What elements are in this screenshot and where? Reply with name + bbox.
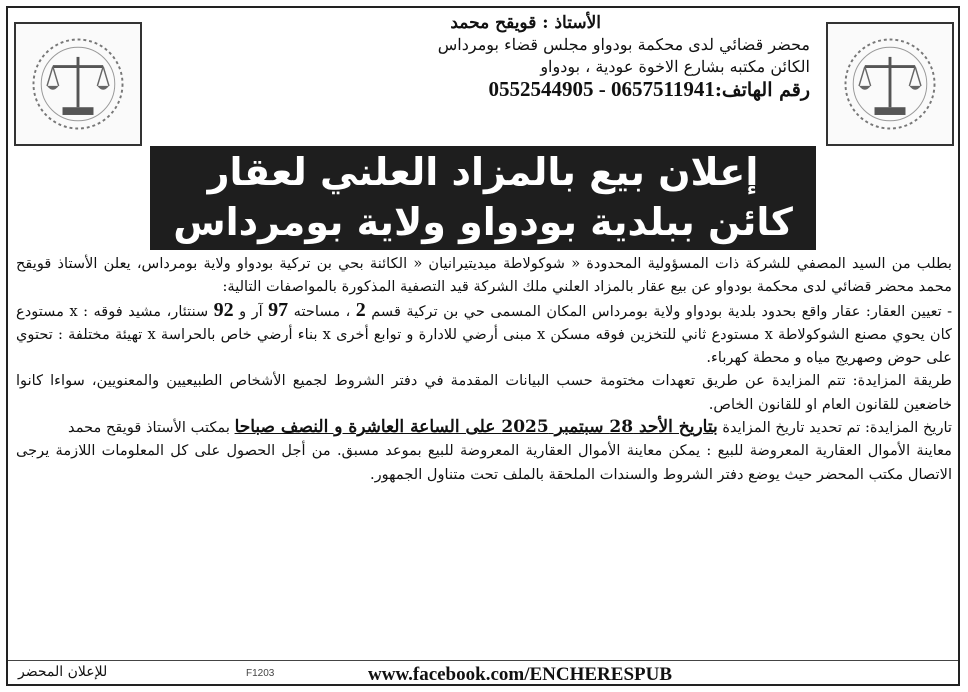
banner-line-1: إعلان بيع بالمزاد العلني لعقار [207, 150, 759, 194]
announcement-body [16, 252, 952, 486]
property-paragraph [16, 299, 952, 370]
auction-date-paragraph [16, 416, 952, 439]
property-text-b: ، مساحته [293, 302, 351, 320]
auction-date: بتاريخ الأحد 28 سبتمبر 2025 على الساعة العاشرة و النصف صباحا [234, 417, 718, 438]
inspection-paragraph: معاينة الأموال العقارية المعروضة للبيع : يمكن معاينة الأموال العقارية المعروضة للبيع بموعد مسبق. من أجل الحصول على كل المعلومات اللازمة يرجى الاتصال مكتب المحضر حيث يوضع دفتر الشروط والسندات الملحقة بالملف تحت متناول الجمهور. [16, 442, 952, 483]
ad-code: F1203 [246, 668, 275, 679]
phone-label: رقم الهاتف: [714, 79, 810, 101]
intro-paragraph: بطلب من السيد المصفي للشركة ذات المسؤولية المحدودة « شوكولاطة ميديتيرانيان « الكائنة بحي بن تركية بودواو ولاية بومرداس، يعلن الأستاذ قويقح محمد محضر قضائي لدى محكمة بودواو عن بيع عقار بالمزاد العلني ملك الشركة قيد التصفية المذكورة بالمواصفات التالية: [16, 255, 952, 296]
emblem-left [14, 22, 142, 146]
date-label: تاريخ المزايدة: تم تحديد تاريخ المزايدة [722, 419, 952, 437]
phone-numbers: 0552544905 - 0657511941 [488, 77, 715, 101]
bailiff-office-address: الكائن مكتبه بشارع الاخوة عودية ، بودواو [540, 57, 810, 76]
auction-place: بمكتب الأستاذ قويقح محمد [68, 419, 230, 437]
property-text-a: - تعيين العقار: عقار واقع بحدود بلدية بودواو ولاية بومرداس المكان المسمى حي بن تركية قسم [371, 302, 953, 320]
area-centiares: 92 [213, 298, 234, 321]
auction-method-paragraph: طريقة المزايدة: تتم المزايدة عن طريق تعهدات مختومة حسب البيانات المقدمة في دفتر الشروط لجميع الأشخاص الطبيعيين والمعنويين، سواءا كانوا خاضعين للقانون العام او للقانون الخاص. [16, 372, 952, 413]
footer-divider [8, 660, 958, 661]
section-number: 2 [355, 298, 366, 321]
justice-scale-icon [828, 24, 952, 144]
bailiff-title: محضر قضائي لدى محكمة بودواو مجلس قضاء بومرداس [437, 35, 810, 54]
property-text-c: آر و [239, 302, 263, 320]
area-ares: 97 [268, 298, 289, 321]
justice-scale-icon [16, 24, 140, 144]
property-text-d: سنتئار، مشيد فوقه : x مستودع كان يحوي مصنع الشوكولاطة x مستودع ثاني للتخزين فوقه مسكن x مبنى أرضي للادارة و توابع أخرى x بناء أرضي خاص بالحراسة x تهيئة مختلفة : تحتوي على حوض وصهريج مياه و محطة كهرباء. [16, 302, 952, 367]
announcement-banner [150, 146, 816, 250]
emblem-right [826, 22, 954, 146]
banner-line-2: كائن ببلدية بودواو ولاية بومرداس [173, 200, 793, 244]
bailiff-notice: للإعلان المحضر [18, 664, 108, 680]
bailiff-header [150, 12, 816, 101]
bailiff-name: الأستاذ : قويقح محمد [450, 13, 601, 33]
bailiff-phone [150, 78, 816, 101]
facebook-link[interactable]: www.facebook.com/ENCHERESPUB [368, 664, 673, 685]
